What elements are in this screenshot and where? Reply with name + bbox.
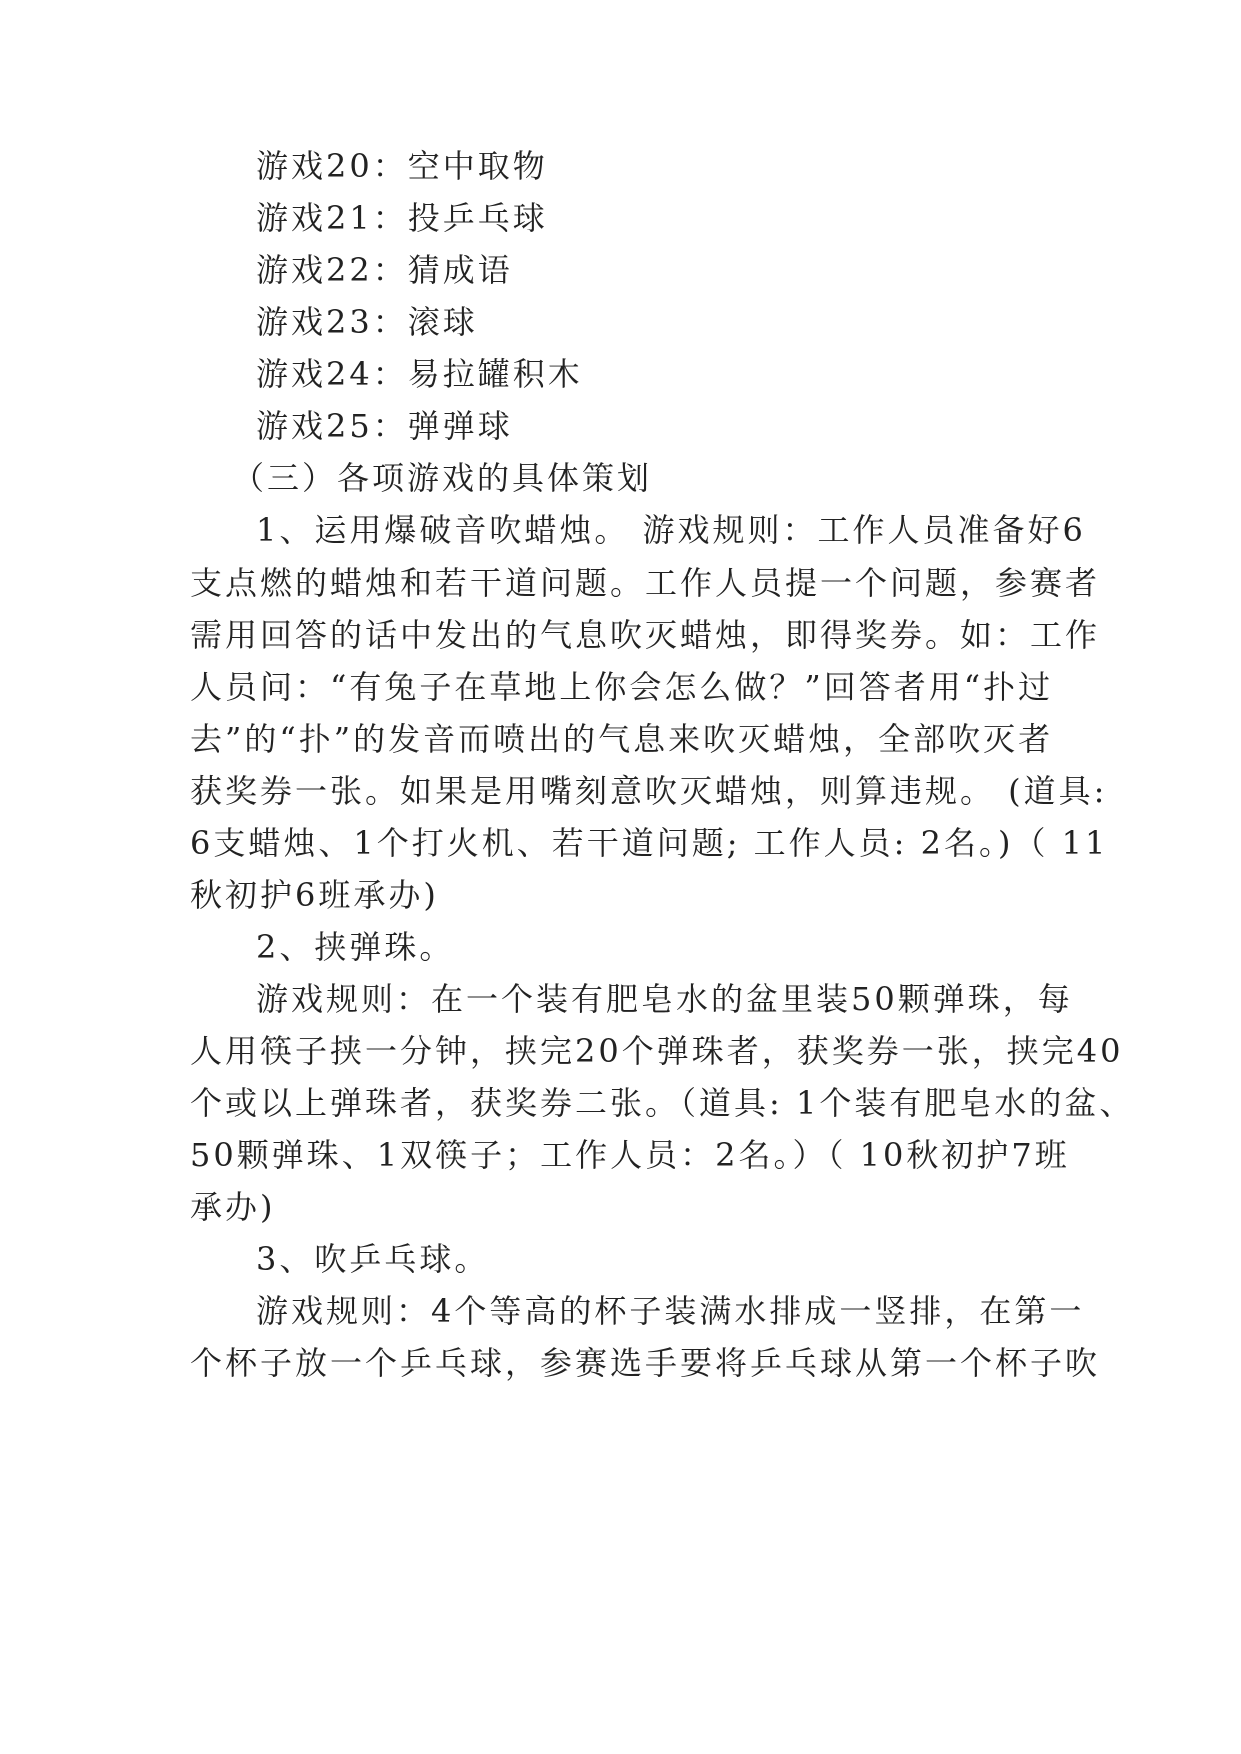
section-heading: （三）各项游戏的具体策划 (232, 459, 653, 497)
paragraph-line: 秋初护6班承办) (190, 876, 439, 914)
game-list-item: 游戏23：滚球 (256, 303, 478, 341)
game-list-item: 游戏25：弹弹球 (256, 407, 513, 445)
game-list-item: 游戏24：易拉罐积木 (256, 355, 583, 393)
game-list-item: 游戏20：空中取物 (256, 147, 548, 185)
paragraph-line: 50颗弹珠、1双筷子；工作人员：2名。）（ 10秋初护7班 (190, 1136, 1070, 1174)
item-heading: 2、挟弹珠。 (256, 928, 455, 966)
paragraph-line: 去”的“扑”的发音而喷出的气息来吹灭蜡烛，全部吹灭者 (190, 720, 1054, 758)
paragraph-line: 个杯子放一个乒乓球，参赛选手要将乒乓球从第一个杯子吹 (190, 1344, 1101, 1382)
paragraph-line: 人用筷子挟一分钟，挟完20个弹珠者，获奖券一张，挟完40 (190, 1032, 1124, 1070)
paragraph-line: 需用回答的话中发出的气息吹灭蜡烛，即得奖券。如：工作 (190, 616, 1101, 654)
paragraph-line: 人员问：“有兔子在草地上你会怎么做？”回答者用“扑过 (190, 668, 1054, 706)
item-heading: 3、吹乒乓球。 (256, 1240, 490, 1278)
game-list-item: 游戏21：投乒乓球 (256, 199, 548, 237)
game-list-item: 游戏22：猜成语 (256, 251, 513, 289)
paragraph-line: 个或以上弹珠者，获奖券二张。（道具: 1个装有肥皂水的盆、 (190, 1084, 1135, 1122)
paragraph-line: 游戏规则：在一个装有肥皂水的盆里装50颗弹珠，每 (256, 980, 1073, 1018)
paragraph-line: 游戏规则：4个等高的杯子装满水排成一竖排，在第一 (256, 1292, 1085, 1330)
paragraph-line: 6支蜡烛、1个打火机、若干道问题; 工作人员: 2名。)（ 11 (190, 824, 1109, 862)
paragraph-line: 承办) (190, 1188, 276, 1226)
paragraph-line: 获奖券一张。如果是用嘴刻意吹灭蜡烛，则算违规。 (道具: (190, 772, 1108, 810)
paragraph-line: 1、运用爆破音吹蜡烛。 游戏规则：工作人员准备好6 (256, 511, 1086, 549)
paragraph-line: 支点燃的蜡烛和若干道问题。工作人员提一个问题，参赛者 (190, 564, 1101, 602)
